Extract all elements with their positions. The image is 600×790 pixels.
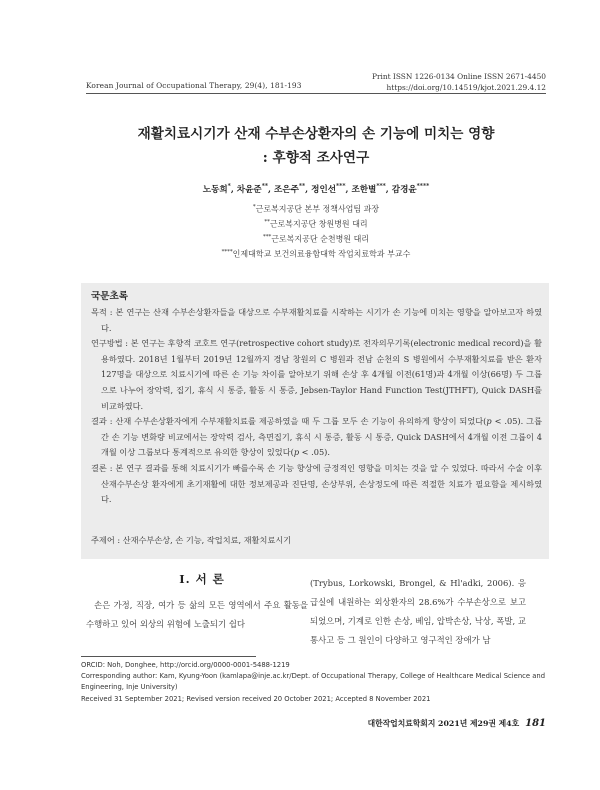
body-column-right: (Trybus, Lorkowski, Brongel, & Hl'adki, 2006). 응급실에 내원하는 외상환자의 28.6%가 수부손상으로 보고되었으며, 기계로 인한 손상, 베임, 압박손상, 낙상, 폭발, 교통사고 등 그 원인이 다양하고 영구적인 장애가 남 xyxy=(310,578,526,645)
footnote-rule xyxy=(81,656,256,657)
keywords: 주제어 : 산재수부손상, 손 기능, 작업치료, 재활치료시기 xyxy=(91,535,292,545)
title-line-1: 재활치료시기가 산재 수부손상환자의 손 기능에 미치는 영향 xyxy=(137,126,495,142)
footnotes xyxy=(81,660,546,705)
section-title: Ⅰ. 서 론 xyxy=(179,572,225,586)
received-note: Received 31 September 2021; Revised version received 20 October 2021; Accepted 8 November 2021 xyxy=(81,694,431,703)
author: 조은주** xyxy=(273,183,306,195)
abstract-conclusion: 결론 : 본 연구 결과를 통해 치료시기가 빠를수록 손 기능 향상에 긍정적인 영향을 미치는 것을 알 수 있었다. 따라서 수술 이후 산재수부손상 환자에게 초기재활에 대한 정보제공과 진단명, 손상부위, 손상정도에 따른 적절한 치료가 필요함을 제시하였다. xyxy=(91,462,542,505)
body-column-left: 손은 가정, 직장, 여가 등 삶의 모든 영역에서 주요 활동을 수행하고 있어 외상의 위험에 노출되기 쉽다 xyxy=(86,600,308,629)
author: 조한별*** xyxy=(351,183,386,195)
author: 감경윤**** xyxy=(391,183,430,195)
abstract-results: 결과 : 산재 수부손상환자에게 수부재활치료를 제공하였을 때 두 그룹 모두 손 기능이 유의하게 향상이 되었다(p < .05). 그룹 간 손 기능 변화량 비교에서는 장악력 검사, 측면집기, 휴식 시 통증, 활동 시 통증, Quick DASH에서 4개월 이전 그룹이 4개월 이상 그룹보다 통계적으로 유의한 향상이 있었다(p < .05). xyxy=(91,416,542,458)
author: 정인선*** xyxy=(311,183,346,195)
author-list: 노동희*, 차윤준**, 조은주**, 정인선***, 조한별***, 감경윤**** xyxy=(202,183,430,195)
corresponding-author-note: Corresponding author: Kam, Kyung-Yoon (kamlapa@inje.ac.kr/Dept. of Occupational Therapy, College of Healthcare Medical Science and Engineering, Inje University) xyxy=(81,672,546,692)
paper-title xyxy=(86,122,546,170)
journal-citation: Korean Journal of Occupational Therapy, 29(4), 181-193 xyxy=(86,81,302,90)
journal-footer xyxy=(368,718,546,729)
abstract-body xyxy=(91,305,542,508)
affiliation: **근로복지공단 창원병원 대리 xyxy=(264,218,368,229)
title-line-2: : 후향적 조사연구 xyxy=(262,150,370,166)
author: 노동희* xyxy=(202,183,231,195)
affiliation: *근로복지공단 본부 정책사업팀 과장 xyxy=(252,204,380,214)
abstract-heading: 국문초록 xyxy=(91,291,129,302)
issn-doi-block xyxy=(372,71,546,93)
header-rule xyxy=(86,93,546,94)
doi-line: https://doi.org/10.14519/kjot.2021.29.4.12 xyxy=(386,83,546,92)
abstract-methods: 연구방법 : 본 연구는 후향적 코호트 연구(retrospective cohort study)로 전자의무기록(electronic medical record)을 활용하였다. 2018년 1월부터 2019년 12월까지 경남 창원의 C 병원과 전남 순천의 S 병원에서 수부재활치료를 받은 환자 127명을 대상으로 치료시기에 따른 손 기능 차이를 알아보기 위해 손상 후 4개월 이전(61명)과 4개월 이상(66명) 두 그룹으로 나누어 장악력, 집기, 휴식 시 통증, 활동 시 통증, Jebsen-Taylor Hand Function Test(JTHFT), Quick DASH를 비교하였다. xyxy=(91,338,542,411)
issn-line: Print ISSN 1226-0134 Online ISSN 2671-4450 xyxy=(371,72,546,81)
affiliation-list xyxy=(86,201,546,261)
affiliation: ****인제대학교 보건의료융합대학 작업치료학과 부교수 xyxy=(221,248,411,259)
page-number: 181 xyxy=(525,718,546,729)
orcid-note: ORCID: Noh, Donghee, http://orcid.org/0000-0001-5488-1219 xyxy=(81,661,290,669)
journal-footer-name: 대한작업치료학회지 2021년 제29권 제4호 xyxy=(367,719,520,728)
affiliation: ***근로복지공단 순천병원 대리 xyxy=(262,233,370,244)
abstract-objective: 목적 : 본 연구는 산재 수부손상환자들을 대상으로 수부재활치료를 시작하는 시기가 손 기능에 미치는 영향을 알아보고자 하였다. xyxy=(91,307,542,333)
author: 차윤준** xyxy=(236,183,268,195)
